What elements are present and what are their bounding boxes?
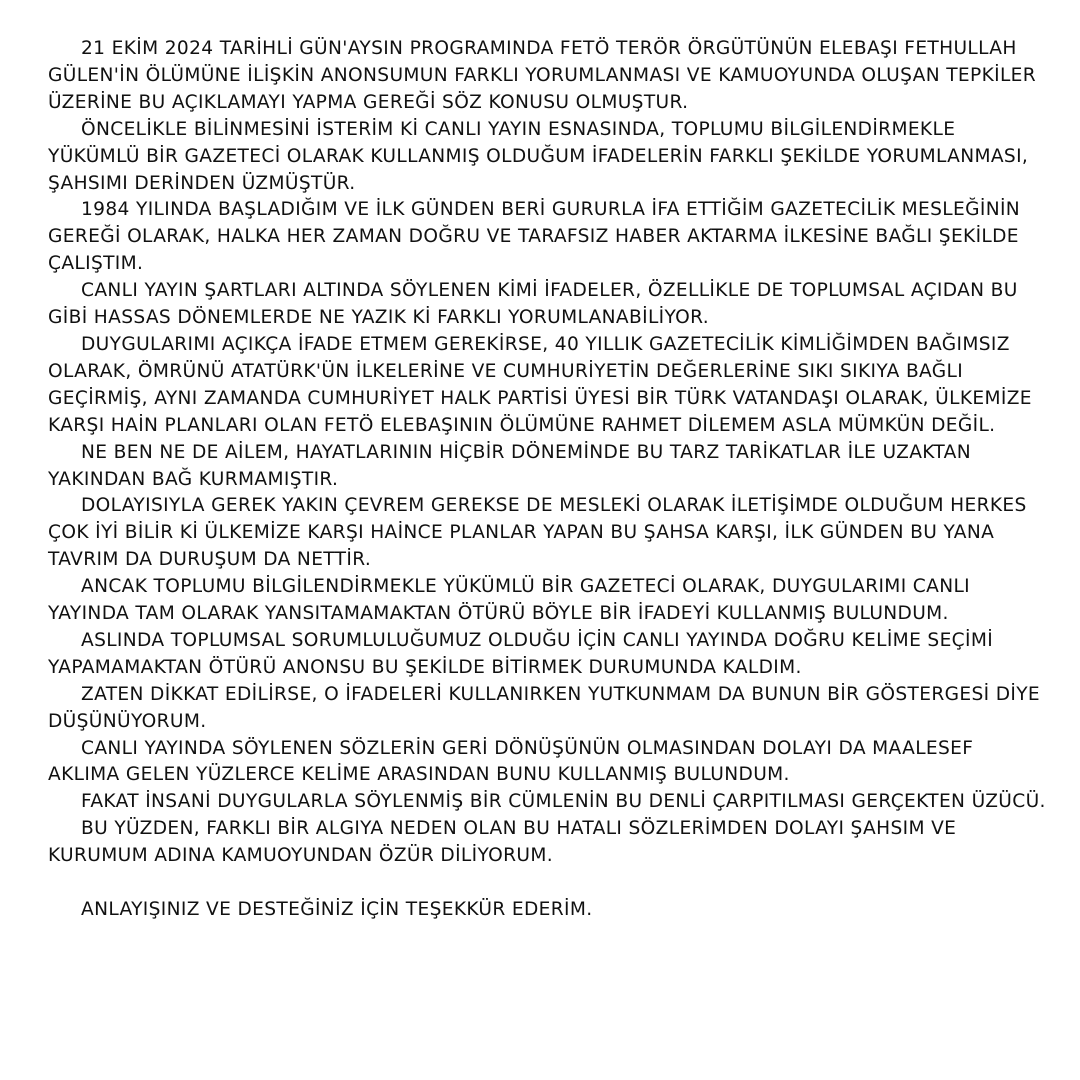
statement-paragraph: ÖNCELİKLE BİLİNMESİNİ İSTERİM Kİ CANLI YAYIN ESNASINDA, TOPLUMU BİLGİLENDİRMEKLE YÜKÜMLÜ BİR GAZETECİ OLARAK KULLANMIŞ OLDUĞUM İFADELERİN FARKLI ŞEKİLDE YORUMLANMASI, ŞAHSIMI DERİNDEN ÜZMÜŞTÜR. xyxy=(48,118,1029,194)
statement-body xyxy=(48,36,1048,924)
statement-paragraph: NE BEN NE DE AİLEM, HAYATLARININ HİÇBİR DÖNEMİNDE BU TARZ TARİKATLAR İLE UZAKTAN YAKINDAN BAĞ KURMAMIŞTIR. xyxy=(48,441,971,490)
statement-paragraph: FAKAT İNSANİ DUYGULARLA SÖYLENMİŞ BİR CÜMLENİN BU DENLİ ÇARPITILMASI GERÇEKTEN ÜZÜCÜ. xyxy=(81,791,1046,813)
statement-paragraph: ZATEN DİKKAT EDİLİRSE, O İFADELERİ KULLANIRKEN YUTKUNMAM DA BUNUN BİR GÖSTERGESİ DİYE DÜŞÜNÜYORUM. xyxy=(48,683,1041,732)
statement-paragraph: CANLI YAYINDA SÖYLENEN SÖZLERİN GERİ DÖNÜŞÜNÜN OLMASINDAN DOLAYI DA MAALESEF AKLIMA GELEN YÜZLERCE KELİME ARASINDAN BUNU KULLANMIŞ BULUNDUM. xyxy=(48,737,974,786)
statement-paragraph: 21 EKİM 2024 TARİHLİ GÜN'AYSIN PROGRAMINDA FETÖ TERÖR ÖRGÜTÜNÜN ELEBAŞI FETHULLAH GÜLEN'İN ÖLÜMÜNE İLİŞKİN ANONSUMUN FARKLI YORUMLANMASI VE KAMUOYUNDA OLUŞAN TEPKİLER ÜZERİNE BU AÇIKLAMAYI YAPMA GEREĞİ SÖZ KONUSU OLMUŞTUR. xyxy=(48,38,1037,113)
statement-paragraph: BU YÜZDEN, FARKLI BİR ALGIYA NEDEN OLAN BU HATALI SÖZLERİMDEN DOLAYI ŞAHSIM VE KURUMUM ADINA KAMUOYUNDAN ÖZÜR DİLİYORUM. xyxy=(48,818,957,867)
statement-closing: ANLAYIŞINIZ VE DESTEĞİNİZ İÇİN TEŞEKKÜR EDERİM. xyxy=(81,898,593,920)
statement-paragraph: CANLI YAYIN ŞARTLARI ALTINDA SÖYLENEN KİMİ İFADELER, ÖZELLİKLE DE TOPLUMSAL AÇIDAN BU GİBİ HASSAS DÖNEMLERDE NE YAZIK Kİ FARKLI YORUMLANABİLİYOR. xyxy=(48,280,1018,329)
statement-paragraph: ANCAK TOPLUMU BİLGİLENDİRMEKLE YÜKÜMLÜ BİR GAZETECİ OLARAK, DUYGULARIMI CANLI YAYINDA TAM OLARAK YANSITAMAMAKTAN ÖTÜRÜ BÖYLE BİR İFADEYİ KULLANMIŞ BULUNDUM. xyxy=(48,576,970,625)
statement-paragraph: 1984 YILINDA BAŞLADIĞIM VE İLK GÜNDEN BERİ GURURLA İFA ETTİĞİM GAZETECİLİK MESLEĞİNİN GEREĞİ OLARAK, HALKA HER ZAMAN DOĞRU VE TARAFSIZ HABER AKTARMA İLKESİNE BAĞLI ŞEKİLDE ÇALIŞTIM. xyxy=(48,199,1021,275)
statement-paragraph: DUYGULARIMI AÇIKÇA İFADE ETMEM GEREKİRSE, 40 YILLIK GAZETECİLİK KİMLİĞİMDEN BAĞIMSIZ OLARAK, ÖMRÜNÜ ATATÜRK'ÜN İLKELERİNE VE CUMHURİYETİN DEĞERLERİNE SIKI SIKIYA BAĞLI GEÇİRMİŞ, AYNI ZAMANDA CUMHURİYET HALK PARTİSİ ÜYESİ BİR TÜRK VATANDAŞI OLARAK, ÜLKEMİZE KARŞI HAİN PLANLARI OLAN FETÖ ELEBAŞININ ÖLÜMÜNE RAHMET DİLEMEM ASLA MÜMKÜN DEĞİL. xyxy=(48,333,1032,436)
statement-paragraph: ASLINDA TOPLUMSAL SORUMLULUĞUMUZ OLDUĞU İÇİN CANLI YAYINDA DOĞRU KELİME SEÇİMİ YAPAMAMAKTAN ÖTÜRÜ ANONSU BU ŞEKİLDE BİTİRMEK DURUMUNDA KALDIM. xyxy=(48,629,994,678)
statement-paragraph: DOLAYISIYLA GEREK YAKIN ÇEVREM GEREKSE DE MESLEKİ OLARAK İLETİŞİMDE OLDUĞUM HERKES ÇOK İYİ BİLİR Kİ ÜLKEMİZE KARŞI HAİNCE PLANLAR YAPAN BU ŞAHSA KARŞI, İLK GÜNDEN BU YANA TAVRIM DA DURUŞUM DA NETTİR. xyxy=(48,495,1027,571)
